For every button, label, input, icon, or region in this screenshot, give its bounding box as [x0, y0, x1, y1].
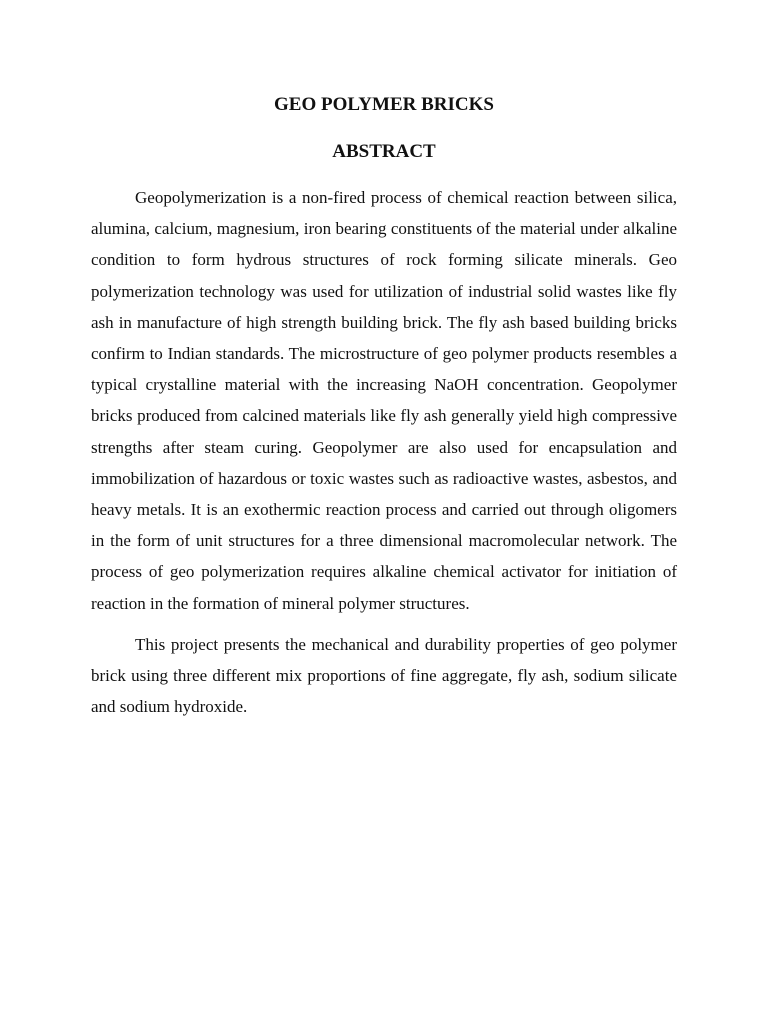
document-title: GEO POLYMER BRICKS — [274, 94, 494, 115]
abstract-paragraph-1: Geopolymerization is a non-fired process of chemical reaction between silica, alumina, calcium, magnesium, iron bearing constituents of the material under alkaline condition to form hydrous structures of rock forming silicate minerals. Geo polymerization technology was used for utilization of industrial solid wastes like fly ash in manufacture of high strength building brick. The fly ash based building bricks confirm to Indian standards. The microstructure of geo polymer products resembles a typical crystalline material with the increasing NaOH concentration. Geopolymer bricks produced from calcined materials like fly ash generally yield high compressive strengths after steam curing. Geopolymer are also used for encapsulation and immobilization of hazardous or toxic wastes such as radioactive wastes, asbestos, and heavy metals. It is an exothermic reaction process and carried out through oligomers in the form of unit structures for a three dimensional macromolecular network. The process of geo polymerization requires alkaline chemical activator for initiation of reaction in the formation of mineral polymer structures. — [91, 188, 677, 613]
abstract-heading: ABSTRACT — [332, 141, 436, 162]
abstract-body — [91, 182, 677, 722]
abstract-paragraph-2: This project presents the mechanical and durability properties of geo polymer brick using three different mix proportions of fine aggregate, fly ash, sodium silicate and sodium hydroxide. — [91, 634, 677, 717]
